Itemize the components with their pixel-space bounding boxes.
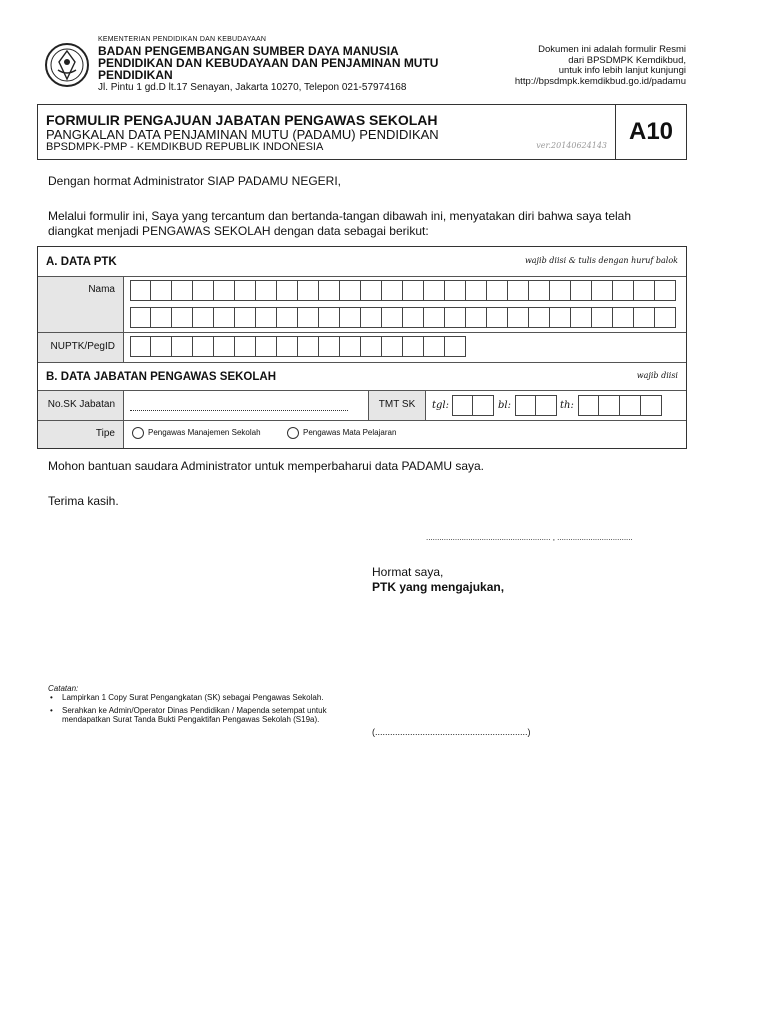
statement-line-1: Melalui formulir ini, Saya yang tercantum dan bertanda-tangan dibawah ini, menyatakan diri bahwa saya telah xyxy=(48,209,632,223)
greeting: Dengan hormat Administrator SIAP PADAMU NEGERI, xyxy=(48,174,341,188)
char-box[interactable] xyxy=(382,280,403,301)
bl-boxes[interactable] xyxy=(515,395,557,416)
char-box[interactable] xyxy=(256,280,277,301)
option-mapel[interactable] xyxy=(287,427,396,439)
note-item: • Serahkan ke Admin/Operator Dinas Pendidikan / Mapenda setempat untuk mendapatkan Surat Tanda Bukti Pengaktifan Pengawas Sekolah (S19a). xyxy=(50,705,327,724)
thanks-text: Terima kasih. xyxy=(48,494,119,508)
char-box[interactable] xyxy=(382,336,403,357)
char-box[interactable] xyxy=(214,307,235,328)
char-box[interactable] xyxy=(613,307,634,328)
char-box[interactable] xyxy=(151,280,172,301)
char-box[interactable] xyxy=(172,307,193,328)
char-box[interactable] xyxy=(655,280,676,301)
char-box[interactable] xyxy=(424,336,445,357)
char-box[interactable] xyxy=(151,307,172,328)
char-box[interactable] xyxy=(592,307,613,328)
section-b-title: B. DATA JABATAN PENGAWAS SEKOLAH xyxy=(46,371,277,383)
char-box[interactable] xyxy=(536,395,557,416)
char-box[interactable] xyxy=(361,307,382,328)
char-box[interactable] xyxy=(613,280,634,301)
char-box[interactable] xyxy=(298,280,319,301)
char-box[interactable] xyxy=(235,280,256,301)
notes-heading: Catatan: xyxy=(48,684,79,693)
char-box[interactable] xyxy=(466,307,487,328)
char-box[interactable] xyxy=(403,307,424,328)
char-box[interactable] xyxy=(340,280,361,301)
tgl-label: tgl: xyxy=(432,400,449,411)
section-b-header xyxy=(38,363,686,391)
char-box[interactable] xyxy=(529,307,550,328)
form-code: A10 xyxy=(615,104,687,160)
char-box[interactable] xyxy=(403,280,424,301)
char-box[interactable] xyxy=(424,307,445,328)
nama-boxes-line-1[interactable] xyxy=(130,280,676,301)
sk-label: No.SK Jabatan xyxy=(38,391,124,420)
char-box[interactable] xyxy=(256,336,277,357)
kemdikbud-logo xyxy=(44,42,90,88)
radio-mapel[interactable] xyxy=(287,427,299,439)
char-box[interactable] xyxy=(256,307,277,328)
nuptk-label: NUPTK/PegID xyxy=(38,333,124,362)
char-box[interactable] xyxy=(298,307,319,328)
place-date-line[interactable]: ........................................................ , .................................. xyxy=(426,533,633,542)
char-box[interactable] xyxy=(340,336,361,357)
char-box[interactable] xyxy=(424,280,445,301)
char-box[interactable] xyxy=(151,336,172,357)
char-box[interactable] xyxy=(130,280,151,301)
option-manajemen-label: Pengawas Manajemen Sekolah xyxy=(148,428,261,438)
radio-manajemen[interactable] xyxy=(132,427,144,439)
char-box[interactable] xyxy=(172,280,193,301)
request-text: Mohon bantuan saudara Administrator untuk memperbaharui data PADAMU saya. xyxy=(48,459,485,473)
regards-text: Hormat saya, xyxy=(372,565,444,579)
char-box[interactable] xyxy=(445,280,466,301)
char-box[interactable] xyxy=(319,307,340,328)
form-title-box xyxy=(37,104,616,160)
section-a-header xyxy=(38,247,686,277)
char-box[interactable] xyxy=(634,280,655,301)
bullet-icon: • xyxy=(50,705,53,715)
char-box[interactable] xyxy=(634,307,655,328)
char-box[interactable] xyxy=(641,395,662,416)
char-box[interactable] xyxy=(487,307,508,328)
agency-line-1: BADAN PENGEMBANGAN SUMBER DAYA MANUSIA xyxy=(98,44,399,58)
ministry-name: KEMENTERIAN PENDIDIKAN DAN KEBUDAYAAN xyxy=(98,36,267,43)
char-box[interactable] xyxy=(445,307,466,328)
char-box[interactable] xyxy=(592,280,613,301)
char-box[interactable] xyxy=(340,307,361,328)
form-subtitle: PANGKALAN DATA PENJAMINAN MUTU (PADAMU) PENDIDIKAN xyxy=(46,127,439,142)
char-box[interactable] xyxy=(529,280,550,301)
option-mapel-label: Pengawas Mata Pelajaran xyxy=(303,428,397,438)
char-box[interactable] xyxy=(550,307,571,328)
bl-label: bl: xyxy=(498,400,511,411)
form-organization: BPSDMPK-PMP - KEMDIKBUD REPUBLIK INDONESIA xyxy=(46,141,324,153)
nama-row xyxy=(38,277,686,333)
char-box[interactable] xyxy=(193,280,214,301)
char-box[interactable] xyxy=(319,336,340,357)
char-box[interactable] xyxy=(620,395,641,416)
char-box[interactable] xyxy=(172,336,193,357)
tgl-boxes[interactable] xyxy=(452,395,494,416)
char-box[interactable] xyxy=(508,280,529,301)
signer-text: PTK yang mengajukan, xyxy=(372,580,505,594)
official-form-note: Dokumen ini adalah formulir Resmi dari BPSDMPK Kemdikbud, untuk info lebih lanjut kunjungi http://bpsdmpk.kemdikbud.go.id/padamu xyxy=(514,44,686,87)
char-box[interactable] xyxy=(515,395,536,416)
section-b-note: wajib diisi xyxy=(636,371,678,380)
bullet-icon: • xyxy=(50,693,53,702)
th-boxes[interactable] xyxy=(578,395,662,416)
char-box[interactable] xyxy=(452,395,473,416)
char-box[interactable] xyxy=(655,307,676,328)
nuptk-row xyxy=(38,333,686,363)
form-title: FORMULIR PENGAJUAN JABATAN PENGAWAS SEKOLAH xyxy=(46,112,438,128)
char-box[interactable] xyxy=(277,280,298,301)
char-box[interactable] xyxy=(235,336,256,357)
char-box[interactable] xyxy=(473,395,494,416)
data-form xyxy=(37,246,687,449)
tmt-label: TMT SK xyxy=(368,391,426,420)
char-box[interactable] xyxy=(130,336,151,357)
char-box[interactable] xyxy=(277,307,298,328)
option-manajemen[interactable] xyxy=(132,427,261,439)
char-box[interactable] xyxy=(550,280,571,301)
char-box[interactable] xyxy=(487,280,508,301)
statement-line-2: diangkat menjadi PENGAWAS SEKOLAH dengan data sebagai berikut: xyxy=(48,224,429,238)
char-box[interactable] xyxy=(214,336,235,357)
agency-address: Jl. Pintu 1 gd.D lt.17 Senayan, Jakarta 10270, Telepon 021-57974168 xyxy=(98,82,407,93)
char-box[interactable] xyxy=(319,280,340,301)
char-box[interactable] xyxy=(382,307,403,328)
char-box[interactable] xyxy=(277,336,298,357)
char-box[interactable] xyxy=(508,307,529,328)
nuptk-boxes[interactable] xyxy=(130,336,466,357)
section-a-note: wajib diisi & tulis dengan huruf balok xyxy=(524,256,678,265)
sk-row xyxy=(38,391,686,421)
char-box[interactable] xyxy=(466,280,487,301)
char-box[interactable] xyxy=(214,280,235,301)
section-a-title: A. DATA PTK xyxy=(46,256,117,268)
nama-boxes-line-2[interactable] xyxy=(130,307,676,328)
char-box[interactable] xyxy=(361,280,382,301)
char-box[interactable] xyxy=(571,307,592,328)
tipe-row xyxy=(38,421,686,448)
char-box[interactable] xyxy=(193,336,214,357)
agency-line-2: PENDIDIKAN DAN KEBUDAYAAN DAN PENJAMINAN MUTU xyxy=(98,56,439,70)
char-box[interactable] xyxy=(445,336,466,357)
char-box[interactable] xyxy=(361,336,382,357)
char-box[interactable] xyxy=(599,395,620,416)
nama-label: Nama xyxy=(38,277,124,332)
tipe-label: Tipe xyxy=(38,421,124,448)
form-version: ver.20140624143 xyxy=(536,141,607,150)
th-label: th: xyxy=(560,400,574,411)
char-box[interactable] xyxy=(193,307,214,328)
char-box[interactable] xyxy=(130,307,151,328)
char-box[interactable] xyxy=(578,395,599,416)
char-box[interactable] xyxy=(298,336,319,357)
signature-line[interactable]: (.............................................................) xyxy=(372,727,531,737)
char-box[interactable] xyxy=(403,336,424,357)
note-item: • Lampirkan 1 Copy Surat Pengangkatan (SK) sebagai Pengawas Sekolah. xyxy=(50,693,324,702)
char-box[interactable] xyxy=(571,280,592,301)
notes-list xyxy=(50,693,340,725)
char-box[interactable] xyxy=(235,307,256,328)
agency-line-3: PENDIDIKAN xyxy=(98,68,173,82)
sk-number-field[interactable] xyxy=(130,409,348,411)
